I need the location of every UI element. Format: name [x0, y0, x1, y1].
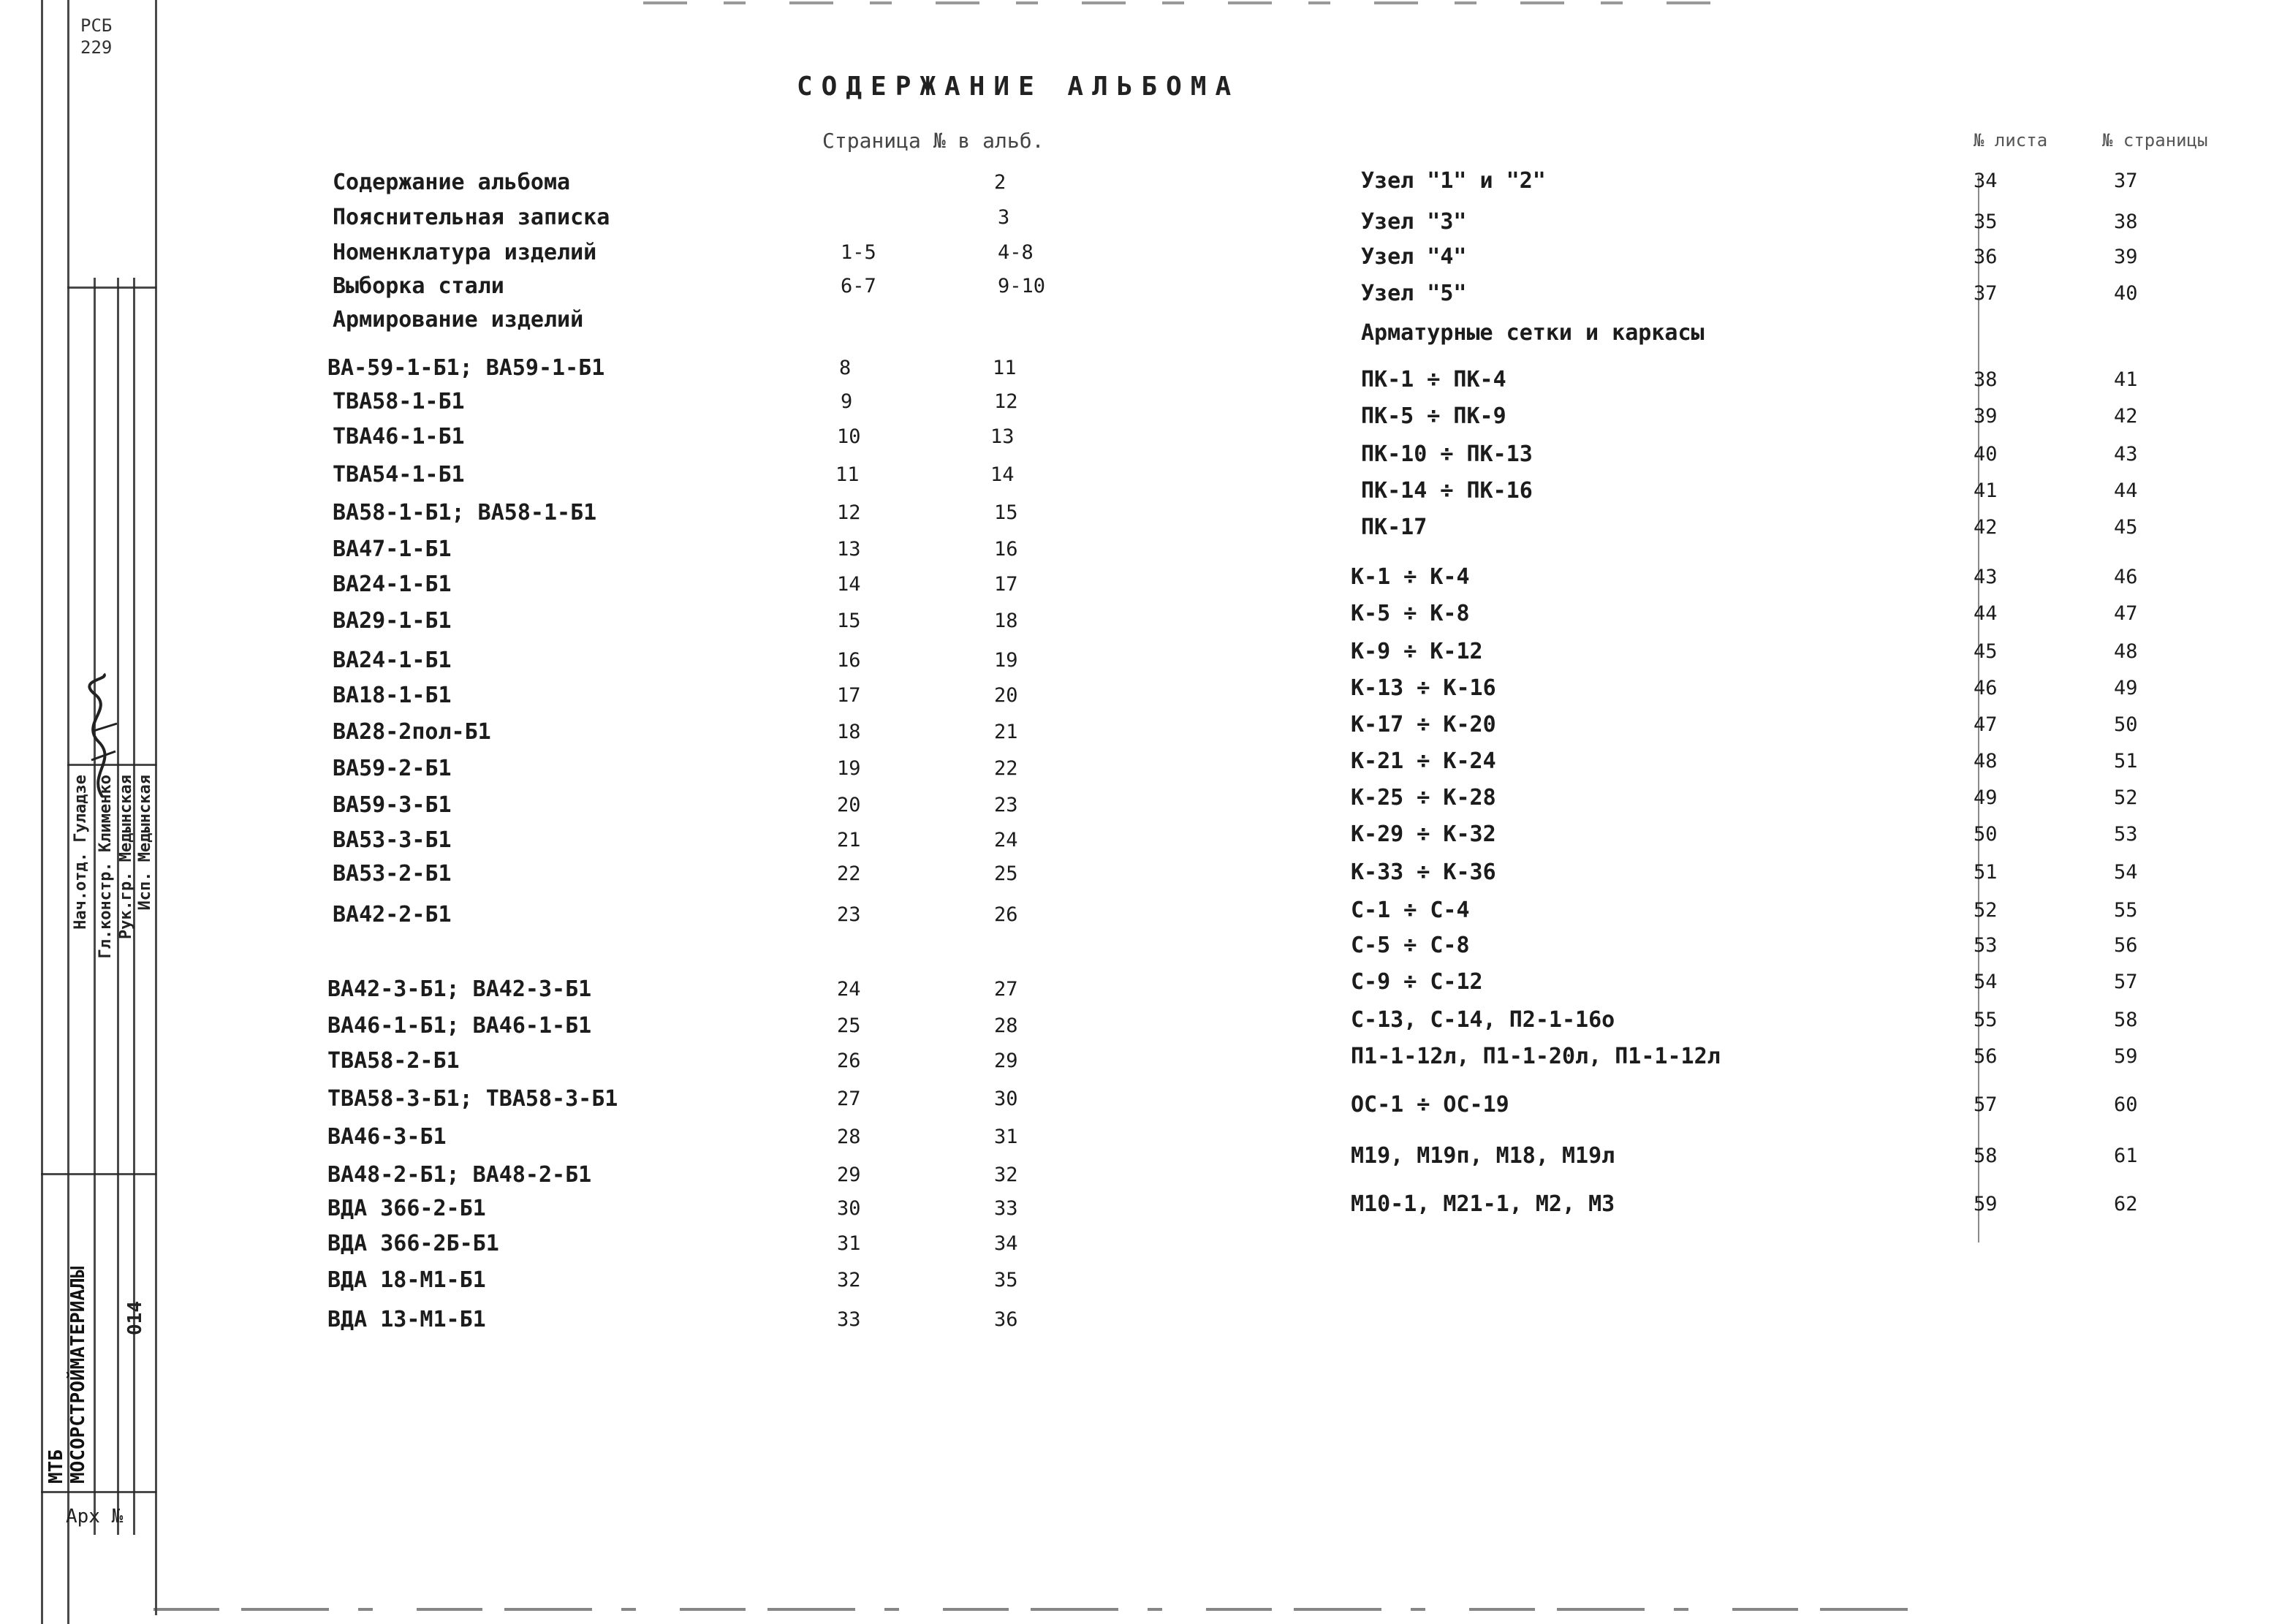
- entry-sheet-number: 56: [1974, 1045, 1998, 1068]
- entry-sheet-number: 10: [837, 425, 861, 448]
- entry-name: ВА58-1-Б1; ВА58-1-Б1: [333, 500, 597, 525]
- entry-sheet-number: 40: [1974, 443, 1998, 466]
- entry-sheet-number: 46: [1974, 677, 1998, 699]
- entry-page-number: 41: [2114, 368, 2138, 391]
- entry-sheet-number: 43: [1974, 566, 1998, 588]
- entry-page-number: 22: [994, 757, 1018, 780]
- entry-page-number: 20: [994, 684, 1018, 707]
- entry-page-number: 44: [2114, 479, 2138, 502]
- entry-sheet-number: 47: [1974, 713, 1998, 736]
- entry-name: ВА53-3-Б1: [333, 827, 452, 853]
- entry-page-number: 38: [2114, 210, 2138, 233]
- stamp-role-lead: Рук.гр. Медынская: [117, 775, 135, 940]
- entry-name: Номенклатура изделий: [333, 240, 597, 265]
- entry-name: ТВА58-2-Б1: [327, 1048, 460, 1074]
- entry-page-number: 32: [994, 1164, 1018, 1186]
- entry-name: ВА53-2-Б1: [333, 861, 452, 887]
- entry-name: ВА-59-1-Б1; ВА59-1-Б1: [327, 355, 605, 381]
- entry-page-number: 14: [990, 463, 1015, 486]
- entry-sheet-number: 37: [1974, 282, 1998, 305]
- column-header-sheet: № листа: [1974, 130, 2048, 151]
- entry-sheet-number: 11: [835, 463, 860, 486]
- entry-name: Арматурные сетки и каркасы: [1361, 320, 1705, 346]
- entry-name: К-17 ÷ К-20: [1351, 712, 1496, 737]
- entry-sheet-number: 45: [1974, 640, 1998, 663]
- entry-sheet-number: 6-7: [841, 275, 876, 297]
- entry-sheet-number: 24: [837, 978, 861, 1001]
- entry-sheet-number: 16: [837, 649, 861, 672]
- entry-sheet-number: 23: [837, 903, 861, 926]
- entry-sheet-number: 19: [837, 757, 861, 780]
- entry-name: К-1 ÷ К-4: [1351, 564, 1470, 590]
- entry-name: ВДА 18-М1-Б1: [327, 1267, 486, 1293]
- entry-page-number: 12: [994, 390, 1018, 413]
- entry-page-number: 48: [2114, 640, 2138, 663]
- frame-line-stamp-top: [67, 287, 156, 289]
- entry-page-number: 2: [994, 171, 1006, 194]
- entry-sheet-number: 14: [837, 573, 861, 596]
- column-header-page: № страницы: [2102, 130, 2208, 151]
- entry-page-number: 55: [2114, 899, 2138, 922]
- page-title: СОДЕРЖАНИЕ АЛЬБОМА: [797, 72, 1240, 102]
- entry-sheet-number: 13: [837, 538, 861, 561]
- entry-name: ТВА46-1-Б1: [333, 424, 465, 449]
- entry-name: С-1 ÷ С-4: [1351, 898, 1470, 923]
- entry-name: ПК-17: [1361, 515, 1428, 540]
- entry-name: ТВА58-1-Б1: [333, 389, 465, 414]
- entry-name: М19, М19п, М18, М19л: [1351, 1143, 1615, 1169]
- entry-name: Содержание альбома: [333, 170, 571, 195]
- entry-name: М10-1, М21-1, М2, М3: [1351, 1191, 1615, 1217]
- entry-name: ВА29-1-Б1: [333, 608, 452, 634]
- bottom-border-dashes: [153, 1608, 1908, 1611]
- entry-page-number: 50: [2114, 713, 2138, 736]
- entry-sheet-number: 28: [837, 1126, 861, 1148]
- entry-sheet-number: 41: [1974, 479, 1998, 502]
- entry-sheet-number: 59: [1974, 1193, 1998, 1215]
- entry-sheet-number: 35: [1974, 210, 1998, 233]
- stamp-corner-line-1: РСБ: [80, 15, 113, 36]
- entry-page-number: 26: [994, 903, 1018, 926]
- entry-sheet-number: 44: [1974, 602, 1998, 625]
- entry-sheet-number: 51: [1974, 861, 1998, 884]
- entry-name: К-33 ÷ К-36: [1351, 860, 1496, 885]
- entry-name: ВА24-1-Б1: [333, 648, 452, 673]
- entry-page-number: 21: [994, 721, 1018, 743]
- entry-name: ВА59-3-Б1: [333, 792, 452, 818]
- entry-sheet-number: 39: [1974, 405, 1998, 428]
- entry-name: Пояснительная записка: [333, 205, 610, 230]
- entry-sheet-number: 57: [1974, 1093, 1998, 1116]
- entry-name: С-13, С-14, П2-1-16о: [1351, 1007, 1615, 1033]
- entry-sheet-number: 27: [837, 1088, 861, 1110]
- frame-line-left-outer: [41, 0, 43, 1624]
- entry-sheet-number: 26: [837, 1050, 861, 1072]
- entry-name: Выборка стали: [333, 273, 504, 299]
- entry-name: Узел "5": [1361, 281, 1467, 306]
- entry-page-number: 28: [994, 1014, 1018, 1037]
- entry-page-number: 3: [998, 206, 1010, 229]
- entry-sheet-number: 9: [841, 390, 853, 413]
- entry-name: К-29 ÷ К-32: [1351, 822, 1496, 847]
- stamp-archive-label: Арх №: [66, 1506, 124, 1528]
- entry-page-number: 62: [2114, 1193, 2138, 1215]
- entry-page-number: 49: [2114, 677, 2138, 699]
- entry-page-number: 34: [994, 1232, 1018, 1255]
- entry-page-number: 60: [2114, 1093, 2138, 1116]
- entry-page-number: 61: [2114, 1145, 2138, 1167]
- entry-name: ПК-5 ÷ ПК-9: [1361, 403, 1506, 429]
- entry-sheet-number: 1-5: [841, 241, 876, 264]
- entry-page-number: 36: [994, 1308, 1018, 1331]
- entry-page-number: 13: [990, 425, 1015, 448]
- entry-page-number: 23: [994, 794, 1018, 816]
- entry-sheet-number: 21: [837, 829, 861, 851]
- entry-page-number: 9-10: [998, 275, 1046, 297]
- entry-page-number: 25: [994, 862, 1018, 885]
- frame-line-left-inner: [155, 0, 157, 1615]
- entry-page-number: 18: [994, 610, 1018, 632]
- entry-name: Армирование изделий: [333, 307, 584, 333]
- entry-sheet-number: 20: [837, 794, 861, 816]
- entry-sheet-number: 33: [837, 1308, 861, 1331]
- entry-sheet-number: 32: [837, 1269, 861, 1291]
- entry-page-number: 52: [2114, 786, 2138, 809]
- entry-page-number: 30: [994, 1088, 1018, 1110]
- entry-page-number: 51: [2114, 750, 2138, 773]
- entry-sheet-number: 25: [837, 1014, 861, 1037]
- entry-name: ВДА 366-2Б-Б1: [327, 1231, 499, 1256]
- entry-sheet-number: 55: [1974, 1009, 1998, 1031]
- entry-name: К-25 ÷ К-28: [1351, 785, 1496, 811]
- entry-page-number: 35: [994, 1269, 1018, 1291]
- entry-page-number: 19: [994, 649, 1018, 672]
- signature-scribble: [73, 672, 132, 804]
- entry-sheet-number: 8: [839, 357, 852, 379]
- entry-sheet-number: 12: [837, 501, 861, 524]
- entry-sheet-number: 52: [1974, 899, 1998, 922]
- entry-page-number: 53: [2114, 823, 2138, 846]
- entry-page-number: 47: [2114, 602, 2138, 625]
- entry-name: ВА18-1-Б1: [333, 683, 452, 708]
- entry-page-number: 15: [994, 501, 1018, 524]
- page-subtitle: Страница № в альб.: [822, 129, 1044, 153]
- entry-sheet-number: 15: [837, 610, 861, 632]
- stamp-role-exec: Исп. Медынская: [136, 775, 154, 911]
- entry-name: ПК-14 ÷ ПК-16: [1361, 478, 1533, 504]
- entry-page-number: 33: [994, 1197, 1018, 1220]
- frame-line-stamp-bottom: [41, 1491, 156, 1493]
- entry-page-number: 57: [2114, 971, 2138, 993]
- stamp-role-head: Нач.отд. Гуладзе: [72, 775, 90, 930]
- entry-name: ВА59-2-Б1: [333, 756, 452, 781]
- entry-name: ТВА58-3-Б1; ТВА58-3-Б1: [327, 1086, 618, 1112]
- entry-page-number: 17: [994, 573, 1018, 596]
- entry-sheet-number: 42: [1974, 516, 1998, 539]
- entry-sheet-number: 54: [1974, 971, 1998, 993]
- entry-page-number: 54: [2114, 861, 2138, 884]
- entry-sheet-number: 18: [837, 721, 861, 743]
- entry-name: К-9 ÷ К-12: [1351, 639, 1483, 664]
- entry-page-number: 11: [993, 357, 1017, 379]
- top-border-dashes: [643, 1, 1740, 4]
- stamp-organization: [45, 1177, 89, 1484]
- entry-page-number: 29: [994, 1050, 1018, 1072]
- entry-name: Узел "4": [1361, 244, 1467, 270]
- stamp-org-line-2: МОСОРСТРОЙМАТЕРИАЛЫ: [67, 1266, 89, 1484]
- entry-name: К-13 ÷ К-16: [1351, 675, 1496, 701]
- entry-name: ВА47-1-Б1: [333, 536, 452, 562]
- entry-sheet-number: 30: [837, 1197, 861, 1220]
- entry-page-number: 16: [994, 538, 1018, 561]
- entry-sheet-number: 29: [837, 1164, 861, 1186]
- entry-name: ВА42-3-Б1; ВА42-3-Б1: [327, 976, 592, 1002]
- entry-sheet-number: 48: [1974, 750, 1998, 773]
- stamp-org-line-1: МТБ: [45, 1449, 67, 1484]
- entry-page-number: 31: [994, 1126, 1018, 1148]
- entry-sheet-number: 38: [1974, 368, 1998, 391]
- entry-name: ВА46-3-Б1: [327, 1124, 447, 1150]
- entry-page-number: 45: [2114, 516, 2138, 539]
- entry-name: ВА42-2-Б1: [333, 902, 452, 927]
- entry-sheet-number: 53: [1974, 934, 1998, 957]
- entry-name: ВДА 13-М1-Б1: [327, 1307, 486, 1332]
- entry-page-number: 39: [2114, 246, 2138, 268]
- entry-name: ВДА 366-2-Б1: [327, 1196, 486, 1221]
- entry-name: ПК-1 ÷ ПК-4: [1361, 367, 1506, 392]
- entry-name: ОС-1 ÷ ОС-19: [1351, 1092, 1509, 1118]
- entry-name: ПК-10 ÷ ПК-13: [1361, 441, 1533, 467]
- entry-name: ВА28-2пол-Б1: [333, 719, 491, 745]
- entry-page-number: 58: [2114, 1009, 2138, 1031]
- entry-name: С-9 ÷ С-12: [1351, 969, 1483, 995]
- entry-name: ВА46-1-Б1; ВА46-1-Б1: [327, 1013, 592, 1039]
- entry-page-number: 40: [2114, 282, 2138, 305]
- frame-line-left-2: [94, 278, 96, 1535]
- entry-sheet-number: 17: [837, 684, 861, 707]
- stamp-corner-line-2: 229: [80, 37, 113, 58]
- entry-name: П1-1-12л, П1-1-20л, П1-1-12л: [1351, 1044, 1721, 1069]
- entry-page-number: 24: [994, 829, 1018, 851]
- entry-name: К-21 ÷ К-24: [1351, 748, 1496, 774]
- entry-page-number: 59: [2114, 1045, 2138, 1068]
- entry-sheet-number: 31: [837, 1232, 861, 1255]
- entry-page-number: 37: [2114, 170, 2138, 192]
- entry-name: ВА24-1-Б1: [333, 572, 452, 597]
- entry-sheet-number: 36: [1974, 246, 1998, 268]
- entry-page-number: 43: [2114, 443, 2138, 466]
- entry-name: С-5 ÷ С-8: [1351, 933, 1470, 958]
- stamp-role-chief: Гл.констр. Клименко: [96, 775, 115, 959]
- entry-sheet-number: 50: [1974, 823, 1998, 846]
- entry-name: Узел "3": [1361, 209, 1467, 235]
- entry-sheet-number: 34: [1974, 170, 1998, 192]
- entry-page-number: 4-8: [998, 241, 1034, 264]
- entry-page-number: 56: [2114, 934, 2138, 957]
- entry-sheet-number: 49: [1974, 786, 1998, 809]
- stamp-corner: [80, 15, 112, 58]
- entry-page-number: 27: [994, 978, 1018, 1001]
- entry-name: ТВА54-1-Б1: [333, 462, 465, 487]
- entry-name: К-5 ÷ К-8: [1351, 601, 1470, 626]
- entry-page-number: 42: [2114, 405, 2138, 428]
- entry-sheet-number: 22: [837, 862, 861, 885]
- entry-sheet-number: 58: [1974, 1145, 1998, 1167]
- stamp-number: 014: [124, 1301, 146, 1335]
- entry-name: ВА48-2-Б1; ВА48-2-Б1: [327, 1162, 592, 1188]
- frame-line-stamp-low: [41, 1173, 156, 1175]
- entry-page-number: 46: [2114, 566, 2138, 588]
- entry-name: Узел "1" и "2": [1361, 168, 1546, 194]
